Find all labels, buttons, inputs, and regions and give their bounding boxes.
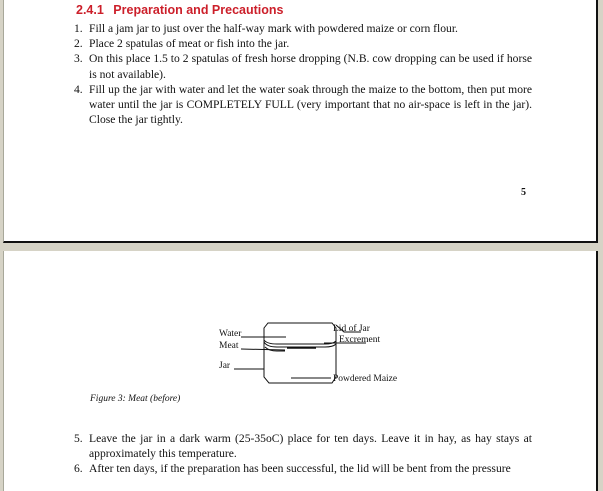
list-item [62,431,532,461]
item-text: Place 2 spatulas of meat or fish into the jar. [89,37,290,51]
list-item [62,461,532,476]
steps-list [62,21,532,127]
item-text: After ten days, if the preparation has been successful, the lid will be bent from the pressure [89,462,511,476]
item-number: 3. [74,52,83,66]
label-jar: Jar [219,361,231,371]
document-page-1 [3,0,598,243]
steps-list [62,431,532,477]
list-item [62,51,532,81]
item-text: Fill a jam jar to just over the half-way mark with powdered maize or corn flour. [89,22,458,35]
section-title: Preparation and Precautions [113,3,284,17]
item-number: 4. [74,82,83,96]
section-number: 2.4.1 [76,3,104,17]
item-number: 6. [74,462,83,476]
label-lid: Lid of Jar [333,324,370,334]
item-text: On this place 1.5 to 2 spatulas of fresh horse dropping (N.B. cow dropping can be used if horse is not available). [89,52,532,81]
jar-outline [264,323,336,383]
label-maize: Powdered Maize [333,374,398,384]
jar-diagram [201,317,421,397]
item-number: 1. [74,22,83,35]
item-text: Leave the jar in a dark warm (25-35oC) place for ten days. Leave it in hay, as hay stays at approximately this temperature. [89,432,532,461]
figure-caption: Figure 3: Meat (before) [90,394,181,404]
item-text: Fill up the jar with water and let the water soak through the maize to the bottom, then put more water until the jar is COMPLETELY FULL (very important that no air-space is left in the jar). Close the jar tightly. [89,82,532,127]
list-item [62,36,532,51]
page-number: 5 [521,187,526,198]
section-heading [76,3,283,17]
label-water: Water [219,329,242,339]
list-item [62,82,532,128]
list-item [62,21,532,36]
item-number: 5. [74,432,83,445]
meat-leader [241,349,285,350]
document-page-2 [3,251,598,491]
item-number: 2. [74,37,83,51]
label-meat: Meat [219,341,239,351]
label-excrement: Excrement [339,335,381,345]
